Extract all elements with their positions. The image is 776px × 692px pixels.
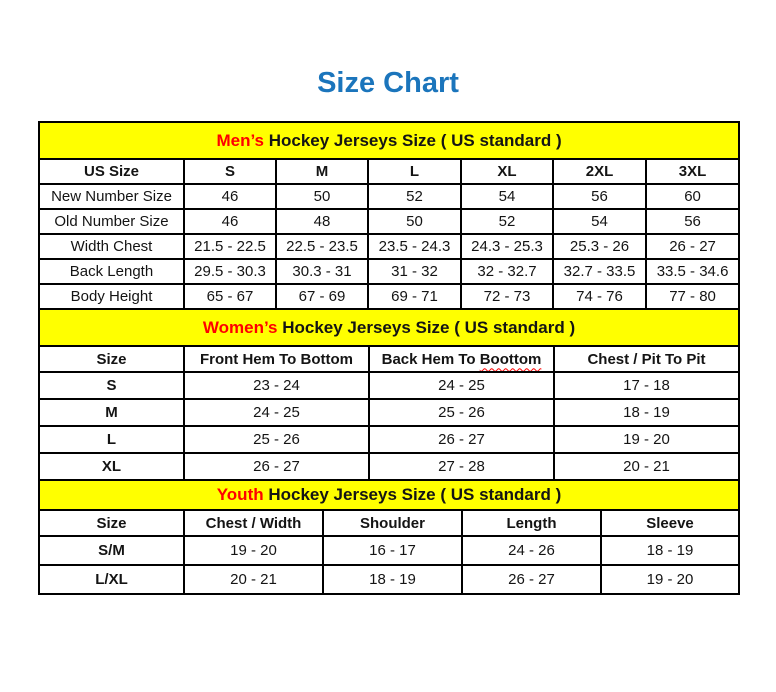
table-cell: 50 bbox=[276, 184, 368, 209]
table-cell: 17 - 18 bbox=[554, 372, 739, 399]
table-cell: 54 bbox=[461, 184, 553, 209]
row-label: M bbox=[39, 399, 184, 426]
table-cell: 24 - 25 bbox=[369, 372, 554, 399]
row-label: XL bbox=[39, 453, 184, 480]
column-header bbox=[369, 346, 554, 372]
youth-section-title-rest: Hockey Jerseys Size ( US standard ) bbox=[263, 485, 562, 504]
column-header: Size bbox=[39, 510, 184, 536]
table-cell: 25 - 26 bbox=[369, 399, 554, 426]
row-label: New Number Size bbox=[39, 184, 184, 209]
table-row bbox=[39, 399, 739, 426]
table-cell: 33.5 - 34.6 bbox=[646, 259, 739, 284]
table-cell: 19 - 20 bbox=[554, 426, 739, 453]
table-cell: 25.3 - 26 bbox=[553, 234, 646, 259]
womens-column-header-row bbox=[39, 346, 739, 372]
row-label: Width Chest bbox=[39, 234, 184, 259]
mens-section-title-highlight: Men’s bbox=[216, 130, 264, 150]
table-row bbox=[39, 234, 739, 259]
youth-table-body bbox=[39, 536, 739, 594]
row-label: Body Height bbox=[39, 284, 184, 309]
column-header: L bbox=[368, 159, 461, 184]
womens-size-table bbox=[38, 308, 740, 481]
womens-section-title-highlight: Women’s bbox=[202, 317, 278, 337]
mens-column-header-row bbox=[39, 159, 739, 184]
table-cell: 46 bbox=[184, 184, 276, 209]
table-cell: 23 - 24 bbox=[184, 372, 369, 399]
table-cell: 26 - 27 bbox=[184, 453, 369, 480]
table-cell: 23.5 - 24.3 bbox=[368, 234, 461, 259]
table-cell: 26 - 27 bbox=[462, 565, 601, 594]
youth-size-table bbox=[38, 479, 740, 595]
womens-section-title-rest: Hockey Jerseys Size ( US standard ) bbox=[277, 317, 576, 337]
table-cell: 31 - 32 bbox=[368, 259, 461, 284]
mens-section-band bbox=[39, 122, 739, 159]
column-header: Chest / Width bbox=[184, 510, 323, 536]
column-header: Size bbox=[39, 346, 184, 372]
table-cell: 48 bbox=[276, 209, 368, 234]
table-cell: 20 - 21 bbox=[184, 565, 323, 594]
table-row bbox=[39, 536, 739, 565]
table-cell: 60 bbox=[646, 184, 739, 209]
table-cell: 32 - 32.7 bbox=[461, 259, 553, 284]
column-header: Length bbox=[462, 510, 601, 536]
womens-section-title bbox=[39, 309, 739, 346]
page-title: Size Chart bbox=[317, 67, 459, 99]
column-header: Chest / Pit To Pit bbox=[554, 346, 739, 372]
table-cell: 46 bbox=[184, 209, 276, 234]
table-cell: 72 - 73 bbox=[461, 284, 553, 309]
table-cell: 26 - 27 bbox=[369, 426, 554, 453]
row-label: L/XL bbox=[39, 565, 184, 594]
youth-section-title-highlight: Youth bbox=[216, 485, 264, 504]
table-cell: 56 bbox=[553, 184, 646, 209]
table-cell: 29.5 - 30.3 bbox=[184, 259, 276, 284]
row-label: S bbox=[39, 372, 184, 399]
table-cell: 65 - 67 bbox=[184, 284, 276, 309]
table-cell: 74 - 76 bbox=[553, 284, 646, 309]
table-cell: 69 - 71 bbox=[368, 284, 461, 309]
table-cell: 20 - 21 bbox=[554, 453, 739, 480]
column-header: S bbox=[184, 159, 276, 184]
table-row bbox=[39, 209, 739, 234]
mens-section-title-rest: Hockey Jerseys Size ( US standard ) bbox=[264, 130, 562, 150]
column-header: US Size bbox=[39, 159, 184, 184]
table-cell: 21.5 - 22.5 bbox=[184, 234, 276, 259]
row-label: S/M bbox=[39, 536, 184, 565]
row-label: Back Length bbox=[39, 259, 184, 284]
table-cell: 22.5 - 23.5 bbox=[276, 234, 368, 259]
table-cell: 19 - 20 bbox=[601, 565, 739, 594]
table-cell: 24 - 25 bbox=[184, 399, 369, 426]
table-cell: 18 - 19 bbox=[601, 536, 739, 565]
table-cell: 77 - 80 bbox=[646, 284, 739, 309]
column-header: XL bbox=[461, 159, 553, 184]
size-chart bbox=[38, 121, 738, 595]
table-cell: 18 - 19 bbox=[323, 565, 462, 594]
column-header: Front Hem To Bottom bbox=[184, 346, 369, 372]
table-cell: 56 bbox=[646, 209, 739, 234]
mens-table-body bbox=[39, 184, 739, 309]
column-header: 2XL bbox=[553, 159, 646, 184]
womens-section-band bbox=[39, 309, 739, 346]
misspelled-word: Boottom bbox=[479, 350, 542, 368]
youth-column-header-row bbox=[39, 510, 739, 536]
mens-size-table bbox=[38, 121, 740, 310]
table-row bbox=[39, 565, 739, 594]
table-cell: 52 bbox=[461, 209, 553, 234]
column-header-text: Back Hem To bbox=[381, 350, 480, 368]
womens-table-body bbox=[39, 372, 739, 480]
table-row bbox=[39, 259, 739, 284]
table-row bbox=[39, 284, 739, 309]
table-cell: 30.3 - 31 bbox=[276, 259, 368, 284]
table-row bbox=[39, 372, 739, 399]
table-cell: 52 bbox=[368, 184, 461, 209]
table-cell: 24 - 26 bbox=[462, 536, 601, 565]
row-label: L bbox=[39, 426, 184, 453]
table-cell: 18 - 19 bbox=[554, 399, 739, 426]
table-cell: 26 - 27 bbox=[646, 234, 739, 259]
table-row bbox=[39, 184, 739, 209]
table-cell: 16 - 17 bbox=[323, 536, 462, 565]
mens-section-title bbox=[39, 122, 739, 159]
table-cell: 27 - 28 bbox=[369, 453, 554, 480]
table-row bbox=[39, 453, 739, 480]
table-cell: 54 bbox=[553, 209, 646, 234]
table-cell: 67 - 69 bbox=[276, 284, 368, 309]
youth-section-title bbox=[39, 480, 739, 510]
column-header: Shoulder bbox=[323, 510, 462, 536]
row-label: Old Number Size bbox=[39, 209, 184, 234]
table-row bbox=[39, 426, 739, 453]
table-cell: 19 - 20 bbox=[184, 536, 323, 565]
table-cell: 50 bbox=[368, 209, 461, 234]
table-cell: 32.7 - 33.5 bbox=[553, 259, 646, 284]
youth-section-band bbox=[39, 480, 739, 510]
table-cell: 25 - 26 bbox=[184, 426, 369, 453]
column-header: 3XL bbox=[646, 159, 739, 184]
column-header: M bbox=[276, 159, 368, 184]
table-cell: 24.3 - 25.3 bbox=[461, 234, 553, 259]
column-header: Sleeve bbox=[601, 510, 739, 536]
